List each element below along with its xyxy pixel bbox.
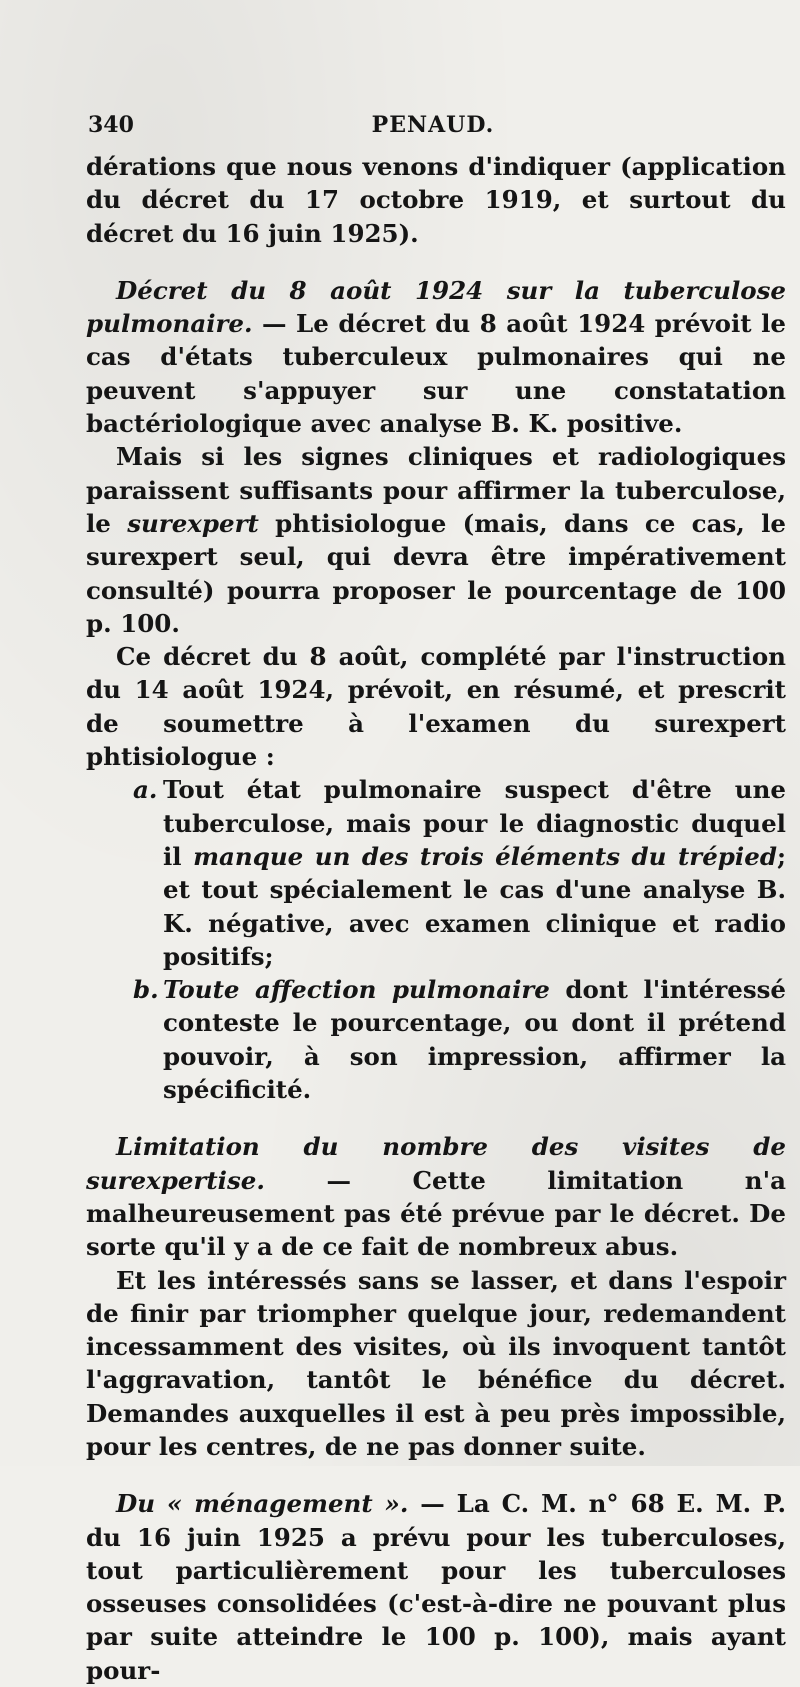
list-item-text: dont l'intéressé conteste le pourcentage, ou dont il prétend pouvoir, à son impression, affirmer la spécificité. xyxy=(163,975,786,1105)
paragraph-text: Mais si les signes cliniques et radiologiques paraissent suffisants pour affirmer la tuberculose, le xyxy=(86,442,786,538)
paragraph-text: dérations que nous venons d'indiquer (application du décret du 17 octobre 1919, et surtout du décret du 16 juin 1925). xyxy=(86,152,786,248)
list-marker: a. xyxy=(133,775,158,805)
paragraph-text: — Cette limitation n'a malheureusement pas été prévue par le décret. De sorte qu'il y a de ce fait de nombreux abus. xyxy=(86,1165,786,1262)
body-text xyxy=(86,150,786,1687)
page-number: 340 xyxy=(88,112,134,138)
paragraph-instruction xyxy=(86,640,786,773)
paragraph-text: phtisiologue (mais, dans ce cas, le surexpert seul, qui devra être impérativement consulté) pourra proposer le pourcentage de 100 p. 100. xyxy=(86,508,786,638)
running-title: PENAUD. xyxy=(371,112,495,138)
list-item-text: ; et tout spécialement le cas d'une analyse B. K. négative, avec examen clinique et radio positifs; xyxy=(163,841,786,971)
list-item-a xyxy=(133,773,786,973)
paragraph-text: Ce décret du 8 août, complété par l'instruction du 14 août 1924, prévoit, en résumé, et prescrit de soumettre à l'examen du surexpert phtisiologue : xyxy=(86,642,786,772)
paragraph-signes-cliniques xyxy=(86,440,786,640)
paragraph-limitation xyxy=(86,1130,786,1263)
list-item-b xyxy=(133,973,786,1106)
section-heading: Décret du 8 août 1924 sur la tuberculose pulmonaire. xyxy=(86,275,786,339)
emphasis-surexpert: surexpert xyxy=(127,508,259,538)
paragraph-menagement xyxy=(86,1487,786,1687)
page-header xyxy=(88,112,778,142)
emphasis-affection: Toute affection pulmonaire xyxy=(163,975,550,1005)
paragraph-decret-1924 xyxy=(86,274,786,440)
paragraph-text: Et les intéressés sans se lasser, et dans l'espoir de finir par triompher quelque jour, redemandent incessamment des visites, où ils invoquent tantôt l'aggravation, tantôt le bénéfice du décret. Demandes auxquelles il est à peu près impossible, pour les centres, de ne pas donner suite. xyxy=(86,1265,786,1461)
section-heading: Limitation du nombre des visites de surexpertise. xyxy=(86,1132,786,1195)
list-marker: b. xyxy=(133,975,159,1005)
section-heading: Du « ménagement ». xyxy=(116,1489,409,1519)
paragraph-continuation xyxy=(86,150,786,250)
paragraph-interesses xyxy=(86,1264,786,1464)
paragraph-text: — La C. M. n° 68 E. M. P. du 16 juin 1925 a prévu pour les tuberculoses, tout particulièrement pour les tuberculoses osseuses consolidées (c'est-à-dire ne pouvant plus par suite atteindre le 100 p. 100), mais ayant pour- xyxy=(86,1489,786,1685)
paragraph-text: — Le décret du 8 août 1924 prévoit le cas d'états tuberculeux pulmonaires qui ne peuvent s'appuyer sur une constatation bactériologique avec analyse B. K. positive. xyxy=(86,309,786,439)
list-item-text: Tout état pulmonaire suspect d'être une tuberculose, mais pour le diagnostic duquel il xyxy=(163,775,786,871)
emphasis-trepied: manque un des trois éléments du trépied xyxy=(193,841,777,871)
